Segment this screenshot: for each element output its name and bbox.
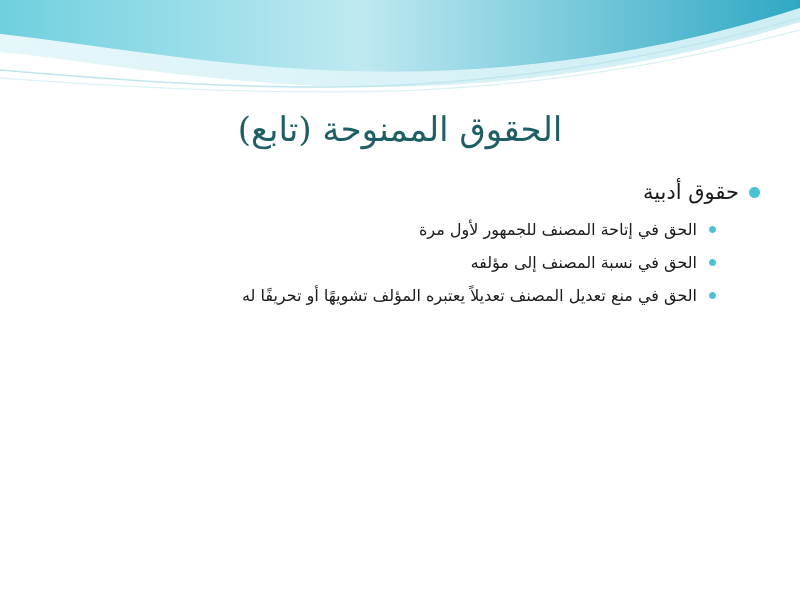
sub-bullet-dot-icon bbox=[709, 259, 716, 266]
sub-bullet-text: الحق في إتاحة المصنف للجمهور لأول مرة bbox=[419, 219, 697, 239]
slide-content bbox=[130, 172, 760, 352]
sub-bullet-text: الحق في نسبة المصنف إلى مؤلفه bbox=[470, 252, 697, 272]
sub-bullet-3 bbox=[130, 280, 760, 310]
sub-bullet-dot-icon bbox=[709, 292, 716, 299]
header-wave-decoration bbox=[0, 0, 800, 95]
bullet-dot-icon bbox=[749, 187, 760, 198]
main-bullet bbox=[130, 174, 760, 210]
slide-title: الحقوق الممنوحة (تابع) bbox=[237, 110, 563, 150]
sub-bullet-1 bbox=[130, 214, 760, 244]
sub-bullet-2 bbox=[130, 247, 760, 277]
sub-bullet-text: الحق في منع تعديل المصنف تعديلاً يعتبره المؤلف تشويهًا أو تحريفًا له bbox=[241, 285, 697, 305]
main-bullet-text: حقوق أدبية bbox=[642, 180, 739, 204]
sub-bullet-dot-icon bbox=[709, 226, 716, 233]
